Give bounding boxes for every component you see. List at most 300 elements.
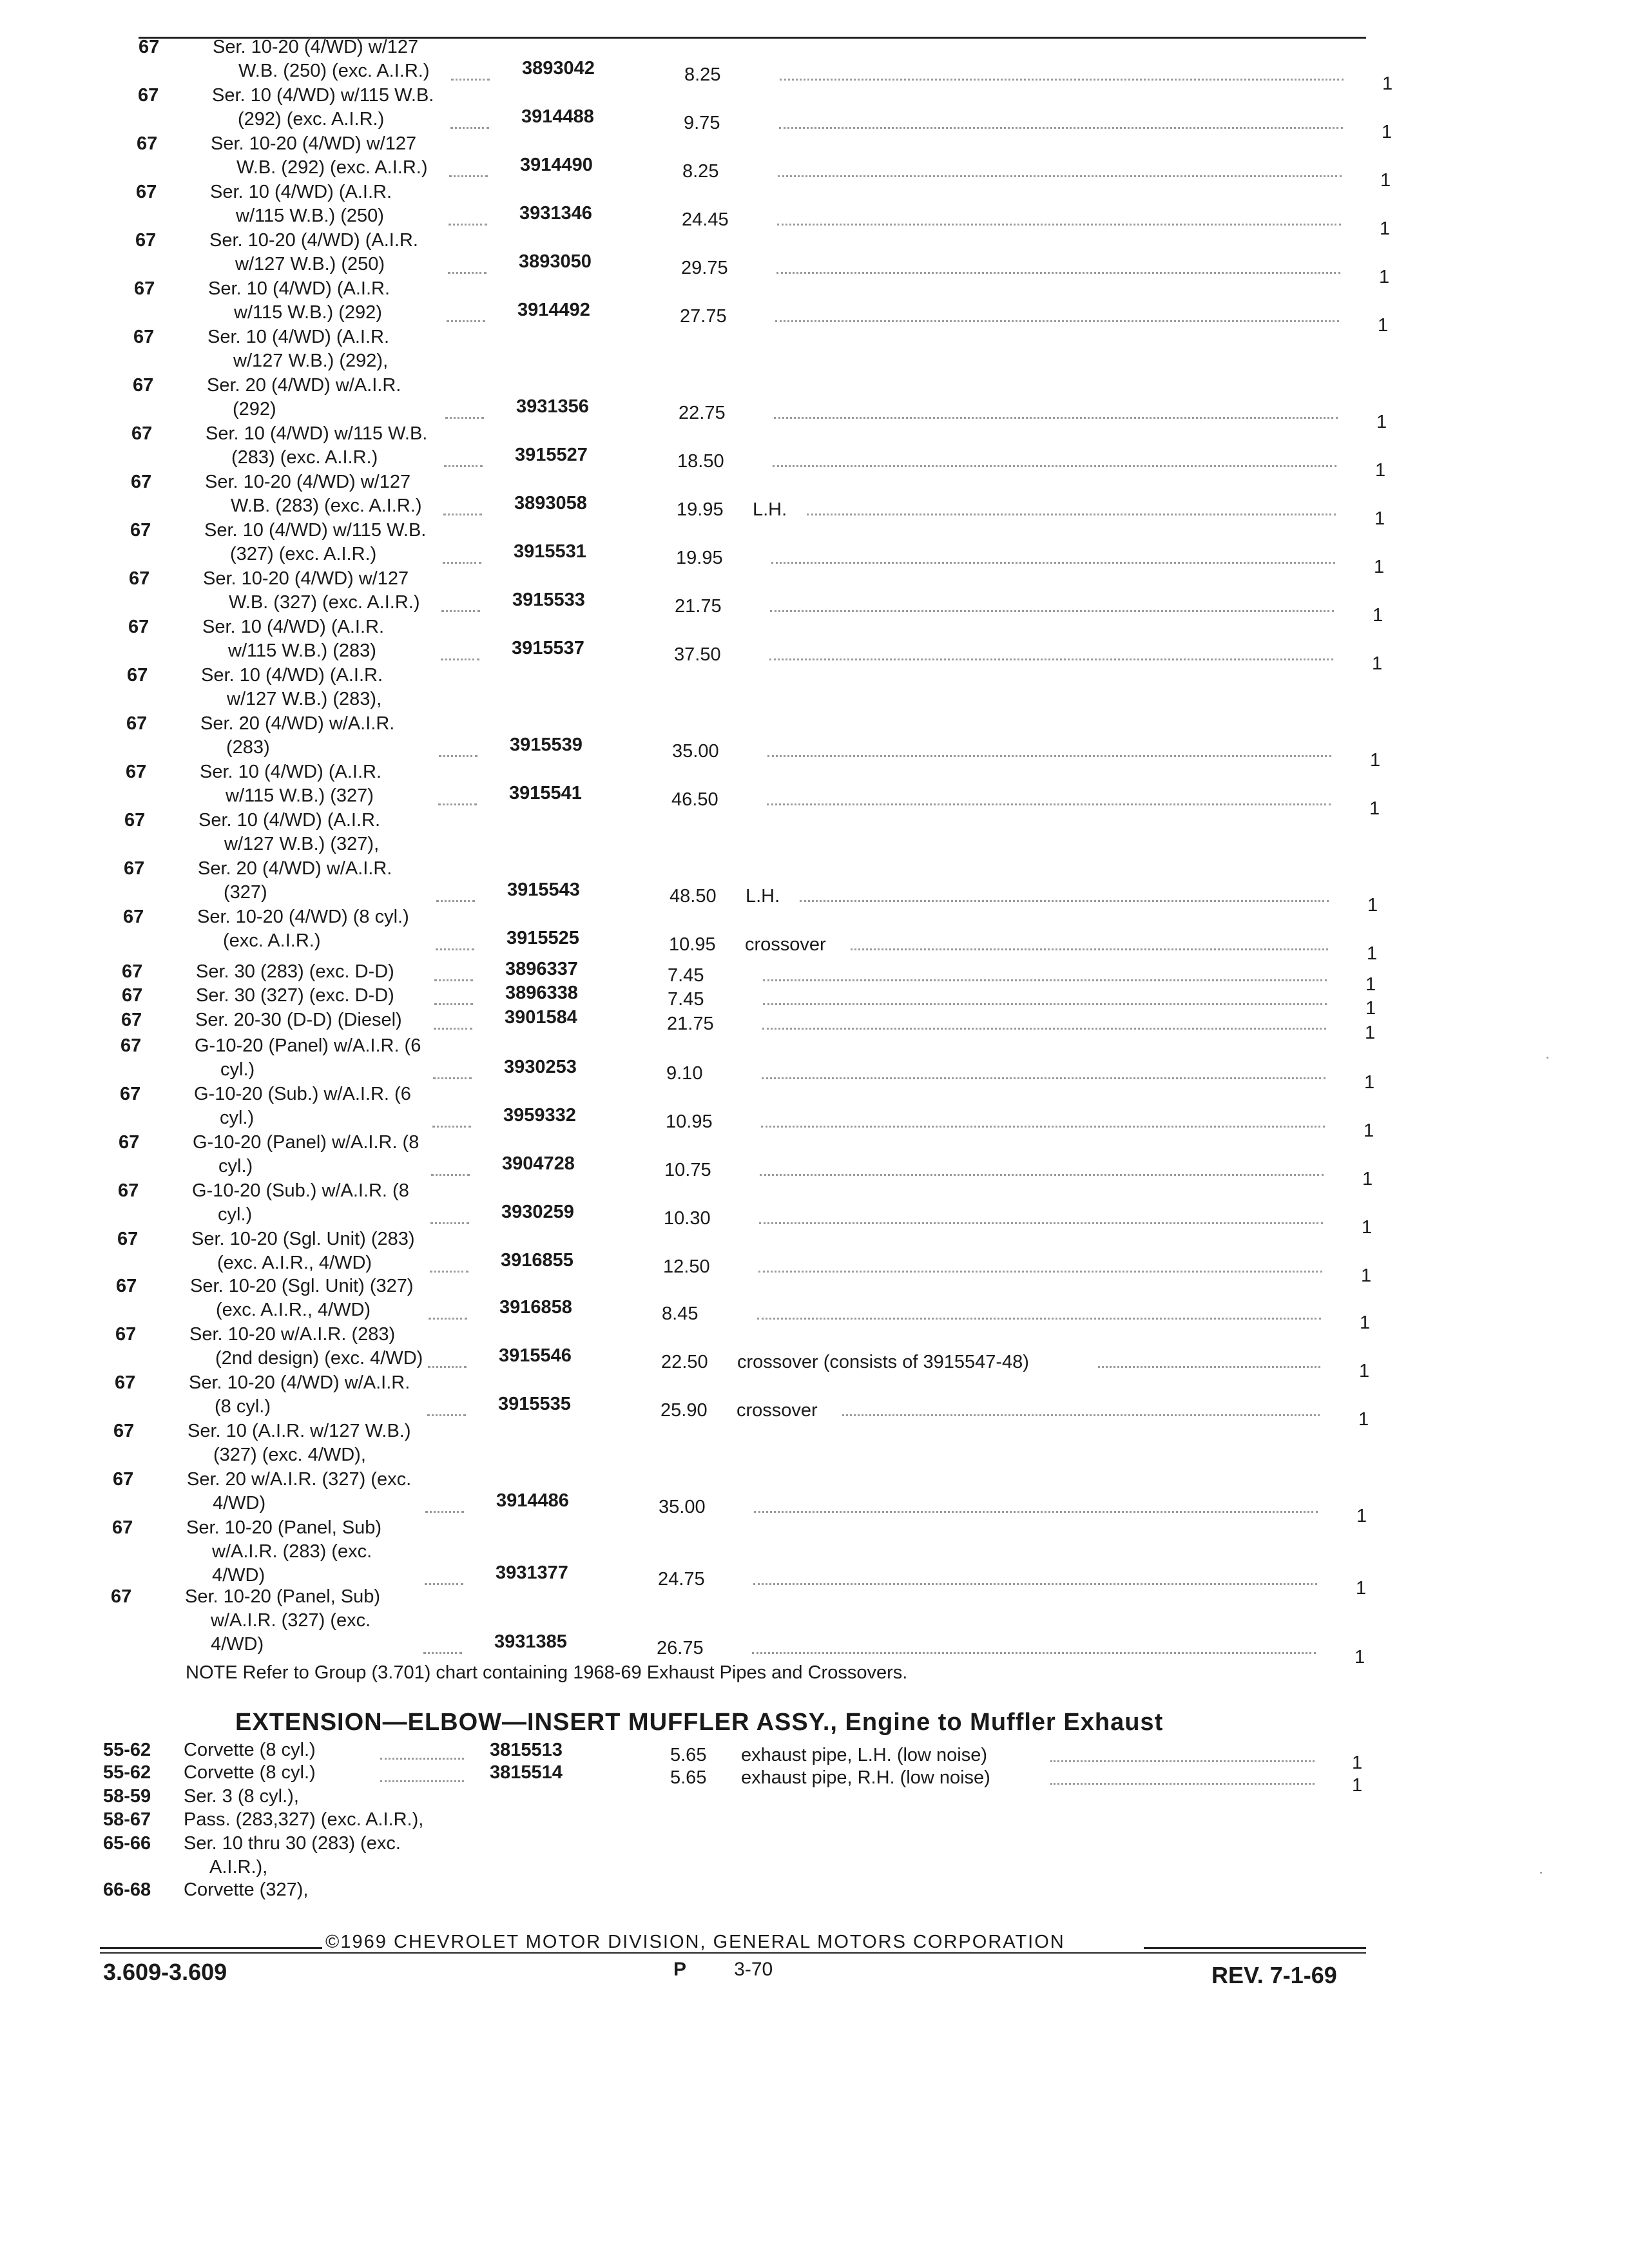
section-number: 3.609-3.609	[103, 1959, 227, 1985]
price: 21.75	[667, 1014, 714, 1034]
description-line: 4/WD)	[212, 1565, 265, 1586]
model-year: 58-59	[103, 1786, 151, 1807]
price: 8.25	[682, 161, 719, 182]
application-description	[198, 857, 501, 905]
remark: L.H.	[746, 886, 780, 907]
model-year: 67	[136, 182, 157, 202]
leader-dots	[762, 1077, 1325, 1079]
model-year: 67	[138, 85, 159, 106]
description-line: Ser. 10-20 (4/WD) (A.I.R.	[209, 230, 418, 251]
leader-dots	[380, 1780, 464, 1782]
leader-dots	[450, 127, 489, 129]
leader-dots	[1098, 1366, 1320, 1368]
leader-dots	[767, 803, 1331, 805]
part-number: 3904728	[502, 1153, 575, 1174]
description-line: Corvette (327),	[184, 1879, 309, 1900]
leader-dots	[448, 272, 487, 274]
price: 7.45	[668, 965, 704, 986]
description-line: w/127 W.B.) (283),	[227, 689, 382, 709]
description-line: G-10-20 (Panel) w/A.I.R. (8	[193, 1132, 419, 1153]
description-line: 4/WD)	[213, 1493, 266, 1514]
part-number: 3915546	[499, 1345, 572, 1366]
price: 21.75	[675, 596, 722, 617]
description-line: (exc. A.I.R.)	[223, 930, 321, 951]
revision-date: REV. 7-1-69	[1211, 1962, 1337, 1988]
leader-dots	[767, 755, 1331, 757]
description-line: cyl.)	[218, 1156, 253, 1177]
model-year: 67	[131, 472, 152, 492]
leader-dots	[763, 1003, 1327, 1005]
part-number: 3916858	[499, 1297, 572, 1318]
leader-dots	[763, 979, 1327, 981]
application-description	[184, 1878, 487, 1902]
application-description	[210, 180, 513, 228]
price: 37.50	[674, 644, 721, 665]
model-year: 67	[122, 985, 143, 1006]
part-number: 3915537	[512, 638, 584, 658]
price: 8.25	[684, 64, 721, 85]
description-line: (327) (exc. 4/WD),	[213, 1445, 366, 1465]
quantity: 1	[1374, 508, 1385, 529]
description-line: w/115 W.B.) (283)	[228, 640, 376, 661]
leader-dots	[434, 1003, 473, 1005]
model-year: 67	[113, 1421, 135, 1441]
footer-rule-left	[100, 1947, 322, 1949]
price: 10.75	[664, 1160, 711, 1180]
model-year: 66-68	[103, 1879, 151, 1900]
group-note: NOTE Refer to Group (3.701) chart containing 1968-69 Exhaust Pipes and Crossovers.	[186, 1662, 908, 1683]
leader-dots	[762, 1028, 1326, 1030]
application-description	[185, 1585, 488, 1657]
part-number: 3915543	[507, 879, 580, 900]
description-line: Ser. 10 (4/WD) (A.I.R.	[198, 810, 380, 831]
section-heading: EXTENSION—ELBOW—INSERT MUFFLER ASSY., Engine to Muffler Exhaust	[235, 1709, 1164, 1736]
leader-dots	[759, 1222, 1323, 1224]
price: 7.45	[668, 989, 704, 1010]
description-line: A.I.R.),	[209, 1857, 268, 1878]
price: 19.95	[676, 548, 723, 568]
leader-dots	[780, 79, 1344, 81]
application-description	[207, 374, 510, 421]
leader-dots	[428, 1366, 467, 1368]
quantity: 1	[1380, 218, 1391, 239]
application-description	[191, 1227, 494, 1275]
quantity: 1	[1375, 460, 1386, 481]
model-year: 67	[118, 1180, 139, 1201]
page-value: 3-70	[734, 1959, 773, 1980]
application-description	[208, 277, 511, 325]
quantity: 1	[1372, 653, 1383, 674]
part-number: 3931346	[519, 203, 592, 224]
remark: L.H.	[753, 499, 787, 520]
leader-dots	[448, 224, 487, 226]
model-year: 67	[113, 1469, 134, 1490]
application-description	[200, 712, 503, 760]
quantity: 1	[1380, 170, 1391, 191]
description-line: Ser. 10-20 (Panel, Sub)	[185, 1586, 381, 1607]
application-description	[204, 519, 507, 566]
remark: crossover	[745, 934, 826, 955]
leader-dots	[779, 127, 1343, 129]
application-description	[212, 84, 515, 131]
description-line: (exc. A.I.R., 4/WD)	[217, 1253, 372, 1273]
price: 5.65	[670, 1767, 707, 1788]
part-number: 3914488	[521, 106, 594, 127]
description-line: w/127 W.B.) (250)	[235, 254, 385, 274]
model-year: 67	[130, 520, 151, 541]
description-line: (283) (exc. A.I.R.)	[231, 447, 378, 468]
application-description	[205, 470, 508, 518]
quantity: 1	[1354, 1647, 1365, 1667]
leader-dots	[425, 1511, 464, 1513]
leader-dots	[761, 1126, 1325, 1128]
price: 48.50	[670, 886, 717, 907]
model-year: 67	[124, 858, 145, 879]
quantity: 1	[1360, 1312, 1371, 1333]
leader-dots	[753, 1583, 1317, 1585]
scan-speck	[1547, 1057, 1548, 1059]
model-year: 67	[131, 423, 153, 444]
description-line: (327)	[224, 882, 267, 903]
price: 9.75	[684, 113, 720, 133]
leader-dots	[447, 320, 485, 322]
price: 24.75	[658, 1569, 705, 1590]
description-line: G-10-20 (Sub.) w/A.I.R. (6	[194, 1084, 411, 1104]
quantity: 1	[1382, 73, 1393, 94]
leader-dots	[773, 465, 1336, 467]
quantity: 1	[1362, 1169, 1373, 1189]
description-line: w/A.I.R. (283) (exc.	[212, 1541, 372, 1562]
description-line: Ser. 10 (4/WD) w/115 W.B.	[206, 423, 428, 444]
part-number: 3930259	[501, 1202, 574, 1222]
price: 5.65	[670, 1745, 707, 1765]
part-number: 3893050	[519, 251, 592, 272]
description-line: (327) (exc. A.I.R.)	[230, 544, 377, 564]
part-number: 3915533	[512, 590, 585, 610]
leader-dots	[430, 1271, 468, 1273]
model-year: 67	[120, 1084, 141, 1104]
application-description	[207, 325, 510, 373]
application-description	[198, 809, 501, 856]
part-number: 3959332	[503, 1105, 576, 1126]
model-year: 67	[112, 1517, 133, 1538]
leader-dots	[449, 175, 488, 177]
description-line: Ser. 10 (4/WD) w/115 W.B.	[212, 85, 434, 106]
description-line: cyl.)	[218, 1204, 253, 1225]
price: 27.75	[680, 306, 727, 327]
description-line: Ser. 10-20 (Panel, Sub)	[186, 1517, 382, 1538]
part-number: 3915535	[498, 1394, 571, 1414]
description-line: W.B. (327) (exc. A.I.R.)	[229, 592, 420, 613]
model-year: 67	[119, 1132, 140, 1153]
description-line: w/115 W.B.) (250)	[236, 206, 384, 226]
description-line: Ser. 10 (A.I.R. w/127 W.B.)	[188, 1421, 411, 1441]
part-number: 3893042	[522, 58, 595, 79]
quantity: 1	[1382, 122, 1393, 142]
quantity: 1	[1361, 1265, 1372, 1286]
price: 19.95	[677, 499, 724, 520]
model-year: 67	[129, 568, 150, 589]
part-number: 3915531	[514, 541, 586, 562]
leader-dots	[439, 755, 477, 757]
description-line: Ser. 10-20 (Sgl. Unit) (327)	[190, 1276, 414, 1296]
description-line: w/127 W.B.) (292),	[233, 351, 389, 371]
leader-dots	[757, 1318, 1321, 1320]
description-line: Corvette (8 cyl.)	[184, 1740, 316, 1760]
part-number: 3815514	[490, 1762, 563, 1783]
part-number: 3931356	[516, 396, 589, 417]
description-line: w/A.I.R. (327) (exc.	[211, 1610, 371, 1631]
price: 9.10	[666, 1063, 703, 1084]
description-line: Ser. 10 (4/WD) (A.I.R.	[210, 182, 392, 202]
remark: crossover	[737, 1400, 818, 1421]
part-number: 3915541	[509, 783, 582, 803]
leader-dots	[807, 514, 1336, 515]
description-line: Ser. 20 w/A.I.R. (327) (exc.	[187, 1469, 412, 1490]
quantity: 1	[1379, 267, 1390, 287]
model-year: 67	[135, 230, 157, 251]
leader-dots	[430, 1222, 469, 1224]
leader-dots	[1050, 1783, 1315, 1785]
application-description	[209, 229, 512, 276]
model-year: 67	[122, 961, 143, 982]
model-year: 67	[139, 37, 160, 57]
description-line: Ser. 10 (4/WD) (A.I.R.	[208, 278, 390, 299]
description-line: w/115 W.B.) (327)	[226, 785, 374, 806]
description-line: Ser. 10-20 (4/WD) (8 cyl.)	[197, 907, 409, 927]
description-line: (292)	[233, 399, 276, 419]
model-year: 67	[116, 1276, 137, 1296]
leader-dots	[775, 320, 1339, 322]
quantity: 1	[1352, 1775, 1363, 1796]
part-number: 3914492	[517, 300, 590, 320]
description-line: Ser. 10 (4/WD) w/115 W.B.	[204, 520, 427, 541]
model-year: 67	[123, 907, 144, 927]
application-description	[211, 132, 514, 180]
price: 46.50	[671, 789, 718, 810]
price: 10.95	[669, 934, 716, 955]
part-number: 3915539	[510, 735, 583, 755]
description-line: Ser. 10 (4/WD) (A.I.R.	[201, 665, 383, 686]
application-description	[194, 1082, 497, 1130]
application-description	[187, 1468, 490, 1515]
application-description	[189, 1323, 492, 1370]
price: 29.75	[681, 258, 728, 278]
application-description	[195, 1034, 497, 1082]
part-number: 3930253	[504, 1057, 577, 1077]
price: 10.95	[666, 1111, 713, 1132]
description-line: (exc. A.I.R., 4/WD)	[216, 1300, 371, 1320]
description-line: G-10-20 (Sub.) w/A.I.R. (8	[192, 1180, 409, 1201]
description-line: Ser. 10-20 (Sgl. Unit) (283)	[191, 1229, 415, 1249]
model-year: 67	[137, 133, 158, 154]
leader-dots	[380, 1758, 464, 1760]
leader-dots	[443, 562, 481, 564]
description-line: Ser. 20 (4/WD) w/A.I.R.	[200, 713, 395, 734]
leader-dots	[777, 224, 1341, 226]
description-line: Pass. (283,327) (exc. A.I.R.),	[184, 1809, 424, 1830]
quantity: 1	[1365, 974, 1376, 995]
part-number: 3915525	[506, 928, 579, 948]
page-prefix: P	[673, 1959, 686, 1980]
leader-dots	[778, 175, 1342, 177]
application-description	[206, 422, 508, 470]
part-number: 3931385	[494, 1631, 567, 1652]
model-year: 67	[115, 1372, 136, 1393]
remark: crossover (consists of 3915547-48)	[737, 1352, 1029, 1372]
application-description	[184, 1785, 487, 1809]
model-year: 67	[111, 1586, 132, 1607]
application-description	[203, 567, 506, 615]
leader-dots	[436, 900, 475, 902]
quantity: 1	[1365, 1023, 1376, 1043]
quantity: 1	[1356, 1506, 1367, 1526]
description-line: w/127 W.B.) (327),	[224, 834, 380, 854]
quantity: 1	[1364, 1120, 1374, 1141]
description-line: Ser. 10 (4/WD) (A.I.R.	[200, 762, 381, 782]
description-line: G-10-20 (Panel) w/A.I.R. (6	[195, 1035, 421, 1056]
part-number: 3901584	[505, 1007, 577, 1028]
footer-copyright: ©1969 CHEVROLET MOTOR DIVISION, GENERAL MOTORS CORPORATION	[325, 1932, 1065, 1952]
description-line: Ser. 30 (283) (exc. D-D)	[196, 961, 394, 982]
price: 12.50	[663, 1256, 710, 1277]
quantity: 1	[1367, 943, 1378, 964]
leader-dots	[441, 658, 479, 660]
description-line: Ser. 3 (8 cyl.),	[184, 1786, 299, 1807]
page-number	[673, 1959, 773, 1981]
description-line: Ser. 20 (4/WD) w/A.I.R.	[198, 858, 392, 879]
application-description	[200, 760, 503, 808]
part-number: 3914486	[496, 1490, 569, 1511]
quantity: 1	[1369, 798, 1380, 819]
part-number: 3896338	[505, 983, 578, 1003]
leader-dots	[1050, 1760, 1315, 1762]
leader-dots	[770, 610, 1334, 612]
leader-dots	[851, 948, 1328, 950]
description-line: w/115 W.B.) (292)	[234, 302, 382, 323]
description-line: Corvette (8 cyl.)	[184, 1762, 316, 1783]
description-line: Ser. 10-20 (4/WD) w/A.I.R.	[189, 1372, 410, 1393]
quantity: 1	[1364, 1072, 1375, 1093]
price: 35.00	[659, 1497, 706, 1517]
quantity: 1	[1352, 1753, 1363, 1773]
model-year: 67	[134, 278, 155, 299]
price: 8.45	[662, 1303, 699, 1324]
leader-dots	[434, 979, 473, 981]
scan-speck	[1540, 1872, 1542, 1874]
quantity: 1	[1370, 750, 1381, 771]
model-year: 67	[115, 1324, 137, 1345]
description-line: cyl.)	[220, 1059, 255, 1080]
price: 25.90	[660, 1400, 708, 1421]
price: 18.50	[677, 451, 724, 472]
quantity: 1	[1367, 895, 1378, 916]
application-description	[184, 1832, 487, 1879]
part-number: 3815513	[490, 1740, 563, 1760]
description-line: Ser. 10-20 (4/WD) w/127	[211, 133, 417, 154]
price: 22.75	[679, 403, 726, 423]
part-number: 3916855	[501, 1250, 574, 1271]
application-description	[202, 615, 505, 663]
description-line: Ser. 10 (4/WD) (A.I.R.	[202, 617, 384, 637]
part-number: 3896337	[505, 959, 578, 979]
model-year: 67	[117, 1229, 139, 1249]
leader-dots	[441, 610, 480, 612]
quantity: 1	[1356, 1578, 1367, 1599]
quantity: 1	[1365, 998, 1376, 1019]
description-line: Ser. 10-20 (4/WD) w/127	[205, 472, 411, 492]
application-description	[186, 1516, 489, 1588]
price: 24.45	[682, 209, 729, 230]
quantity: 1	[1373, 605, 1383, 626]
application-description	[197, 905, 500, 953]
leader-dots	[842, 1414, 1320, 1416]
part-number: 3914490	[520, 155, 593, 175]
part-number: 3931377	[496, 1562, 568, 1583]
application-description	[213, 35, 516, 83]
leader-dots	[443, 514, 482, 515]
leader-dots	[432, 1126, 471, 1128]
leader-dots	[752, 1652, 1316, 1654]
description-line: Ser. 10-20 (4/WD) w/127	[213, 37, 419, 57]
description-line: (2nd design) (exc. 4/WD)	[215, 1348, 423, 1369]
application-description	[188, 1419, 490, 1467]
part-number: 3893058	[514, 493, 587, 514]
model-year: 67	[133, 327, 155, 347]
leader-dots	[800, 900, 1329, 902]
description-line: (292) (exc. A.I.R.)	[238, 109, 385, 130]
description-line: Ser. 10-20 (4/WD) w/127	[203, 568, 409, 589]
application-description	[192, 1179, 495, 1227]
quantity: 1	[1359, 1361, 1370, 1381]
model-year: 67	[133, 375, 154, 396]
model-year: 67	[120, 1035, 142, 1056]
footer-rule-bottom	[100, 1952, 1366, 1954]
leader-dots	[451, 79, 490, 81]
leader-dots	[434, 1028, 472, 1030]
model-year: 55-62	[103, 1762, 151, 1783]
quantity: 1	[1362, 1217, 1373, 1238]
description-line: W.B. (283) (exc. A.I.R.)	[231, 495, 422, 516]
model-year: 67	[127, 665, 148, 686]
model-year: 55-62	[103, 1740, 151, 1760]
description-line: Ser. 10-20 w/A.I.R. (283)	[189, 1324, 396, 1345]
description-line: Ser. 20 (4/WD) w/A.I.R.	[207, 375, 401, 396]
application-description	[201, 664, 504, 711]
description-line: W.B. (250) (exc. A.I.R.)	[238, 61, 430, 81]
footer-rule-right	[1144, 1947, 1366, 1949]
description-line: W.B. (292) (exc. A.I.R.)	[236, 157, 428, 178]
model-year: 67	[126, 762, 147, 782]
application-description	[193, 1131, 496, 1178]
description-line: Ser. 30 (327) (exc. D-D)	[196, 985, 394, 1006]
leader-dots	[776, 272, 1340, 274]
model-year: 58-67	[103, 1809, 151, 1830]
application-description	[189, 1371, 492, 1419]
leader-dots	[771, 562, 1335, 564]
leader-dots	[774, 417, 1338, 419]
leader-dots	[445, 417, 484, 419]
description-line: (8 cyl.)	[215, 1396, 271, 1417]
leader-dots	[436, 948, 474, 950]
quantity: 1	[1376, 412, 1387, 432]
model-year: 67	[121, 1010, 142, 1030]
leader-dots	[758, 1271, 1322, 1273]
remark: exhaust pipe, L.H. (low noise)	[741, 1745, 988, 1765]
leader-dots	[760, 1174, 1324, 1176]
description-line: Ser. 20-30 (D-D) (Diesel)	[195, 1010, 402, 1030]
leader-dots	[433, 1077, 472, 1079]
